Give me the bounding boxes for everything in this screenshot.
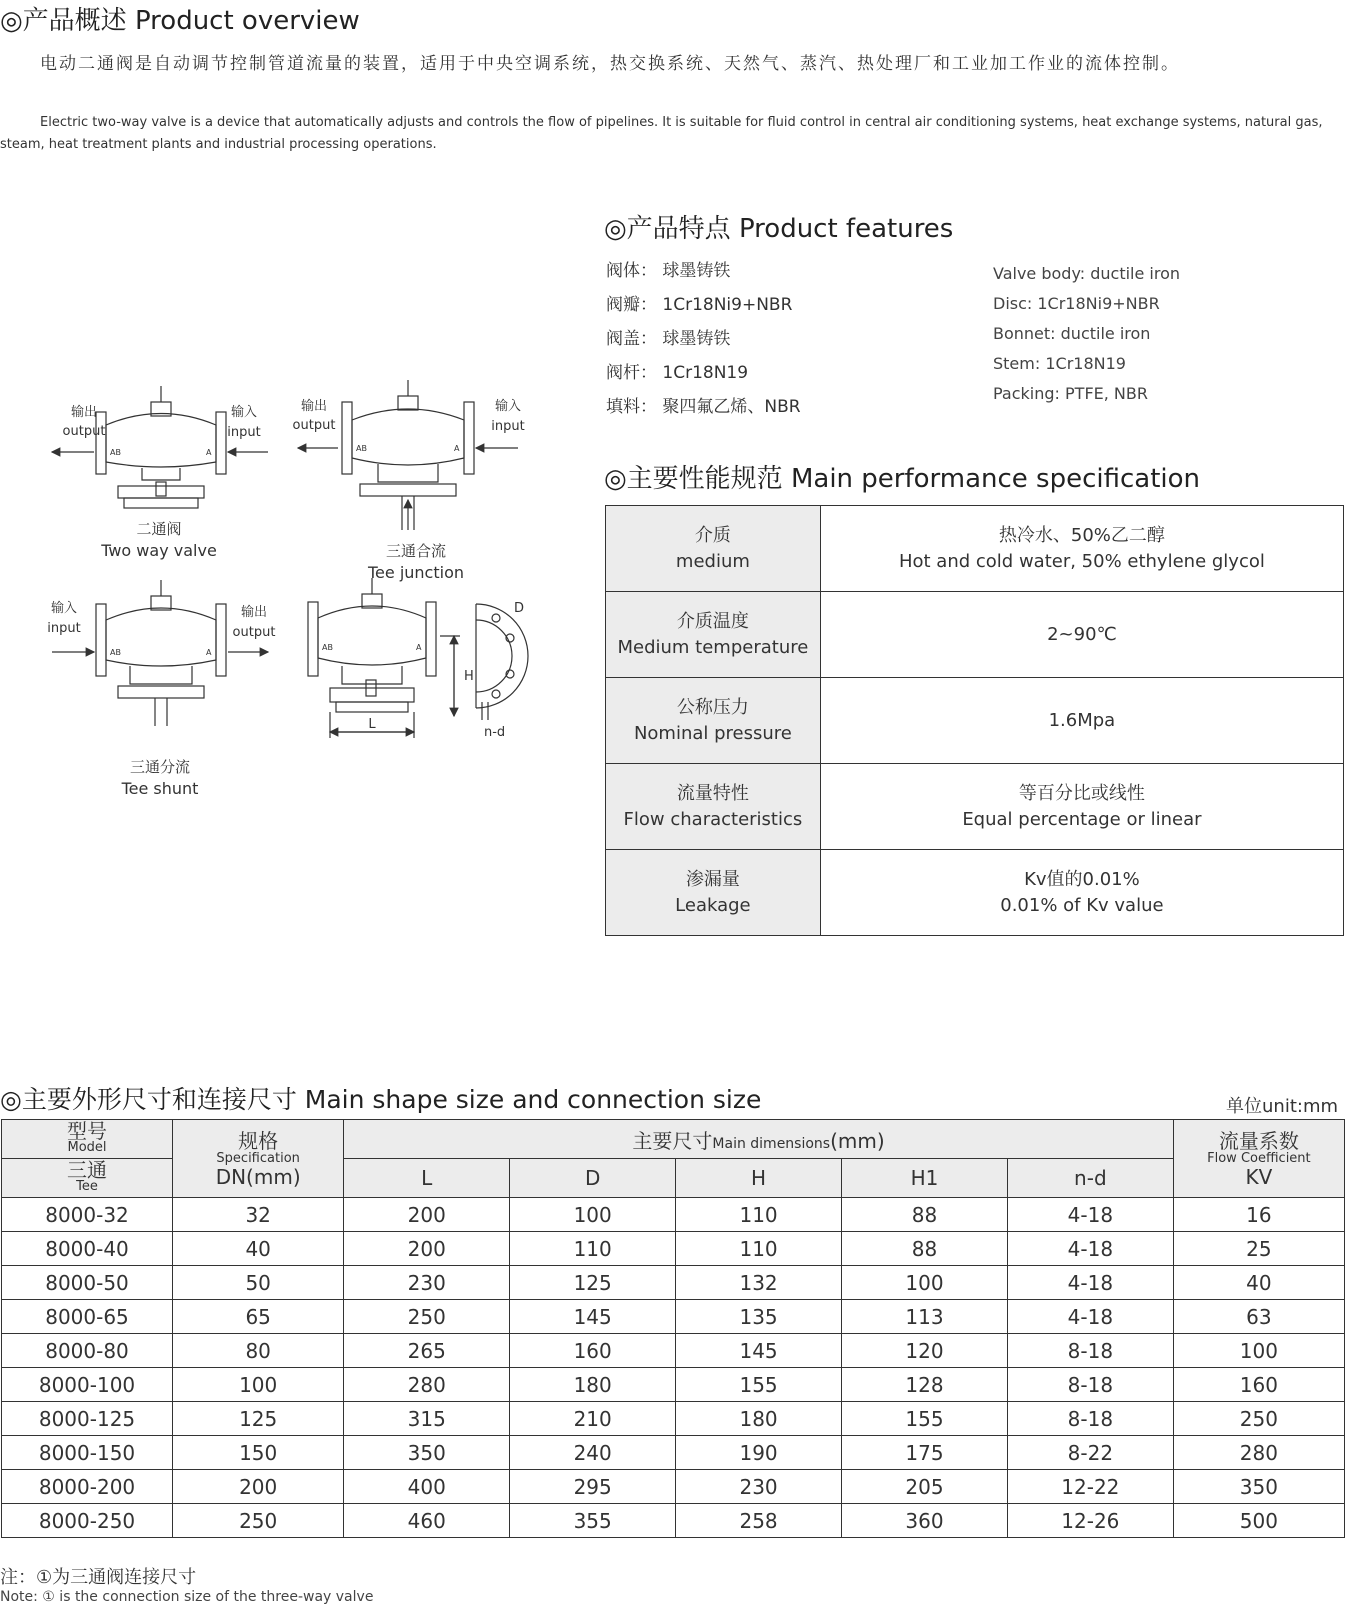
perf-value-zh: Kv值的0.01% (1024, 868, 1140, 890)
performance-row (606, 506, 1344, 592)
performance-row (606, 678, 1344, 764)
tee-shunt-label-en: Tee shunt (121, 779, 199, 798)
port-ab-label: AB (110, 448, 121, 457)
perf-label-en: Flow characteristics (623, 808, 803, 830)
table-row (2, 1504, 1345, 1538)
cell-h: 135 (676, 1300, 842, 1334)
perf-value-zh: 1.6Mpa (1048, 709, 1116, 731)
tee-junction-label-en: Tee junction (368, 563, 464, 582)
main-dim-header-unit: (mm) (830, 1128, 885, 1153)
cell-h: 110 (676, 1198, 842, 1232)
port-a-label: A (206, 648, 212, 657)
note-zh: 注：①为三通阀连接尺寸 (0, 1567, 197, 1588)
cell-dn: 150 (173, 1436, 344, 1470)
cell-kv: 250 (1173, 1402, 1344, 1436)
port-a-label: A (206, 448, 212, 457)
perf-label-zh: 公称压力 (676, 696, 749, 718)
cell-nd: 4-18 (1007, 1266, 1173, 1300)
feature-en-1: Valve body: ductile iron (993, 264, 1181, 283)
cell-dn: 125 (173, 1402, 344, 1436)
perf-label-en: Nominal pressure (633, 722, 792, 744)
cell-d: 210 (510, 1402, 676, 1436)
cell-kv: 280 (1173, 1436, 1344, 1470)
table-row (2, 1436, 1345, 1470)
cell-nd: 4-18 (1007, 1300, 1173, 1334)
kv-header: KV (1245, 1164, 1273, 1189)
cell-h1: 155 (842, 1402, 1008, 1436)
feature-zh-2: 阀瓣： 1Cr18Ni9+NBR (606, 295, 793, 315)
cell-kv: 100 (1173, 1334, 1344, 1368)
perf-value-zh: 热冷水、50%乙二醇 (998, 524, 1165, 546)
feature-zh-5: 填料： 聚四氟乙烯、NBR (606, 397, 801, 417)
perf-value-en: Equal percentage or linear (962, 808, 1202, 830)
cell-d: 110 (510, 1232, 676, 1266)
cell-kv: 16 (1173, 1198, 1344, 1232)
port-ab-label: AB (356, 444, 367, 453)
cell-d: 240 (510, 1436, 676, 1470)
cell-kv: 350 (1173, 1470, 1344, 1504)
cell-h: 258 (676, 1504, 842, 1538)
cell-l: 400 (344, 1470, 510, 1504)
perf-value-zh: 等百分比或线性 (1018, 782, 1145, 804)
cell-l: 230 (344, 1266, 510, 1300)
main-dim-header-en: Main dimensions (712, 1135, 831, 1152)
cell-h: 190 (676, 1436, 842, 1470)
feature-en-3: Bonnet: ductile iron (993, 324, 1151, 343)
overview-text-en: Electric two-way valve is a device that automatically adjusts and controls the flow of pipelines. It is suitable for fluid control in central air conditioning systems, heat exchange systems, natural gas, steam, heat treatment plants and industrial processing operations. (0, 115, 1323, 152)
table-row (2, 1232, 1345, 1266)
tee-shunt-right-zh: 输出 (240, 605, 268, 620)
spec-header-zh: 规格 (238, 1128, 279, 1153)
tee-junction-right-zh: 输入 (494, 399, 522, 414)
cell-dn: 40 (173, 1232, 344, 1266)
cell-dn: 100 (173, 1368, 344, 1402)
table-row (2, 1402, 1345, 1436)
cell-h: 180 (676, 1402, 842, 1436)
dimensions-unit: 单位unit:mm (1226, 1096, 1339, 1117)
cell-dn: 80 (173, 1334, 344, 1368)
model-header-en: Model (67, 1140, 107, 1155)
cell-dn: 50 (173, 1266, 344, 1300)
cell-model: 8000-150 (2, 1436, 173, 1470)
dimensions-table (1, 1119, 1345, 1538)
cell-h1: 360 (842, 1504, 1008, 1538)
overview-title: ◎产品概述 Product overview (0, 6, 360, 36)
tee-junction-left-zh: 输出 (300, 399, 328, 414)
perf-label-en: medium (675, 550, 750, 572)
dim-l-label: L (368, 717, 376, 732)
cell-l: 200 (344, 1232, 510, 1266)
cell-h: 230 (676, 1470, 842, 1504)
cell-d: 180 (510, 1368, 676, 1402)
table-row (2, 1368, 1345, 1402)
tee-shunt-right-en: output (232, 625, 276, 640)
dimension-valve-drawing (308, 578, 528, 738)
perf-label-zh: 介质 (694, 524, 731, 546)
col-header-l: L (344, 1159, 510, 1198)
cell-nd: 4-18 (1007, 1232, 1173, 1266)
cell-h1: 120 (842, 1334, 1008, 1368)
cell-model: 8000-200 (2, 1470, 173, 1504)
cell-model: 8000-65 (2, 1300, 173, 1334)
table-row (2, 1334, 1345, 1368)
cell-l: 315 (344, 1402, 510, 1436)
col-header-nd: n-d (1007, 1159, 1173, 1198)
cell-kv: 160 (1173, 1368, 1344, 1402)
table-row (2, 1198, 1345, 1232)
kv-header-zh: 流量系数 (1218, 1128, 1299, 1153)
perf-label-zh: 渗漏量 (685, 868, 740, 890)
cell-l: 200 (344, 1198, 510, 1232)
cell-kv: 40 (1173, 1266, 1344, 1300)
cell-h: 132 (676, 1266, 842, 1300)
cell-nd: 8-18 (1007, 1368, 1173, 1402)
feature-en-5: Packing: PTFE, NBR (993, 384, 1148, 403)
tee-header-zh: 三通 (67, 1158, 108, 1182)
tee-header-en: Tee (76, 1179, 98, 1194)
perf-label-zh: 介质温度 (676, 610, 749, 632)
cell-nd: 4-18 (1007, 1198, 1173, 1232)
performance-row (606, 592, 1344, 678)
cell-dn: 65 (173, 1300, 344, 1334)
two-way-right-zh: 输入 (230, 405, 258, 420)
perf-label-en: Medium temperature (617, 636, 809, 658)
cell-dn: 250 (173, 1504, 344, 1538)
cell-nd: 12-22 (1007, 1470, 1173, 1504)
tee-junction-right-en: input (491, 419, 525, 434)
two-way-right-en: input (227, 425, 261, 440)
perf-label-zh: 流量特性 (676, 782, 749, 804)
spec-header-en: Specification (216, 1150, 300, 1166)
cell-h1: 128 (842, 1368, 1008, 1402)
performance-row (606, 850, 1344, 936)
cell-l: 265 (344, 1334, 510, 1368)
perf-label-en: Leakage (675, 894, 751, 916)
cell-model: 8000-125 (2, 1402, 173, 1436)
feature-zh-3: 阀盖： 球墨铸铁 (606, 329, 731, 349)
two-way-left-en: output (62, 424, 106, 439)
cell-l: 460 (344, 1504, 510, 1538)
cell-h1: 88 (842, 1198, 1008, 1232)
cell-d: 100 (510, 1198, 676, 1232)
feature-en-4: Stem: 1Cr18N19 (993, 354, 1126, 373)
spec-header-dn: DN(mm) (215, 1164, 301, 1189)
cell-h1: 113 (842, 1300, 1008, 1334)
port-a-label: A (454, 444, 460, 453)
cell-h1: 205 (842, 1470, 1008, 1504)
performance-row (606, 764, 1344, 850)
cell-l: 350 (344, 1436, 510, 1470)
cell-kv: 500 (1173, 1504, 1344, 1538)
cell-model: 8000-40 (2, 1232, 173, 1266)
valve-diagrams (30, 380, 570, 830)
two-way-valve-drawing (96, 386, 226, 508)
col-header-d: D (510, 1159, 676, 1198)
cell-nd: 12-26 (1007, 1504, 1173, 1538)
port-ab-label: AB (322, 643, 333, 652)
port-a-label: A (416, 643, 422, 652)
dim-d-label: D (514, 601, 525, 616)
table-row (2, 1300, 1345, 1334)
dim-h-label: H (464, 669, 474, 684)
two-way-left-zh: 输出 (70, 405, 98, 420)
cell-nd: 8-22 (1007, 1436, 1173, 1470)
two-way-label-en: Two way valve (101, 541, 217, 560)
table-row (2, 1470, 1345, 1504)
cell-h: 110 (676, 1232, 842, 1266)
port-ab-label: AB (110, 648, 121, 657)
perf-value-zh: 2~90℃ (1047, 623, 1117, 645)
table-row (2, 1266, 1345, 1300)
cell-model: 8000-50 (2, 1266, 173, 1300)
cell-d: 125 (510, 1266, 676, 1300)
cell-d: 160 (510, 1334, 676, 1368)
cell-l: 280 (344, 1368, 510, 1402)
cell-h1: 100 (842, 1266, 1008, 1300)
tee-shunt-left-en: input (47, 621, 81, 636)
tee-shunt-left-zh: 输入 (50, 601, 78, 616)
cell-nd: 8-18 (1007, 1334, 1173, 1368)
main-dim-header-zh: 主要尺寸 (632, 1128, 713, 1153)
dim-nd-label: n-d (484, 725, 506, 740)
cell-nd: 8-18 (1007, 1402, 1173, 1436)
perf-value-en: 0.01% of Kv value (1000, 894, 1164, 916)
cell-kv: 25 (1173, 1232, 1344, 1266)
cell-h: 155 (676, 1368, 842, 1402)
dimensions-title: ◎主要外形尺寸和连接尺寸 Main shape size and connection size (0, 1085, 762, 1114)
col-header-h1: H1 (842, 1159, 1008, 1198)
cell-model: 8000-32 (2, 1198, 173, 1232)
tee-junction-left-en: output (292, 418, 336, 433)
performance-table (605, 505, 1344, 936)
feature-zh-4: 阀杆： 1Cr18N19 (606, 363, 749, 383)
col-header-h: H (676, 1159, 842, 1198)
feature-en-2: Disc: 1Cr18Ni9+NBR (993, 294, 1160, 313)
features-title: ◎产品特点 Product features (604, 214, 954, 244)
two-way-label-zh: 二通阀 (136, 520, 182, 538)
tee-junction-label-zh: 三通合流 (385, 542, 447, 560)
perf-value-en: Hot and cold water, 50% ethylene glycol (898, 550, 1265, 572)
cell-d: 145 (510, 1300, 676, 1334)
model-header-zh: 型号 (67, 1119, 108, 1143)
cell-d: 295 (510, 1470, 676, 1504)
note-en: Note: ① is the connection size of the three-way valve (0, 1589, 374, 1605)
kv-header-en: Flow Coefficient (1207, 1150, 1311, 1166)
overview-text-zh: 电动二通阀是自动调节控制管道流量的装置，适用于中央空调系统，热交换系统、天然气、蒸汽、热处理厂和工业加工作业的流体控制。 (40, 54, 1180, 74)
performance-title: ◎主要性能规范 Main performance specification (604, 464, 1201, 494)
cell-d: 355 (510, 1504, 676, 1538)
cell-model: 8000-250 (2, 1504, 173, 1538)
feature-zh-1: 阀体： 球墨铸铁 (606, 261, 731, 281)
cell-h: 145 (676, 1334, 842, 1368)
cell-kv: 63 (1173, 1300, 1344, 1334)
cell-dn: 200 (173, 1470, 344, 1504)
cell-h1: 175 (842, 1436, 1008, 1470)
cell-model: 8000-80 (2, 1334, 173, 1368)
cell-l: 250 (344, 1300, 510, 1334)
cell-h1: 88 (842, 1232, 1008, 1266)
tee-shunt-label-zh: 三通分流 (129, 758, 191, 776)
cell-model: 8000-100 (2, 1368, 173, 1402)
cell-dn: 32 (173, 1198, 344, 1232)
